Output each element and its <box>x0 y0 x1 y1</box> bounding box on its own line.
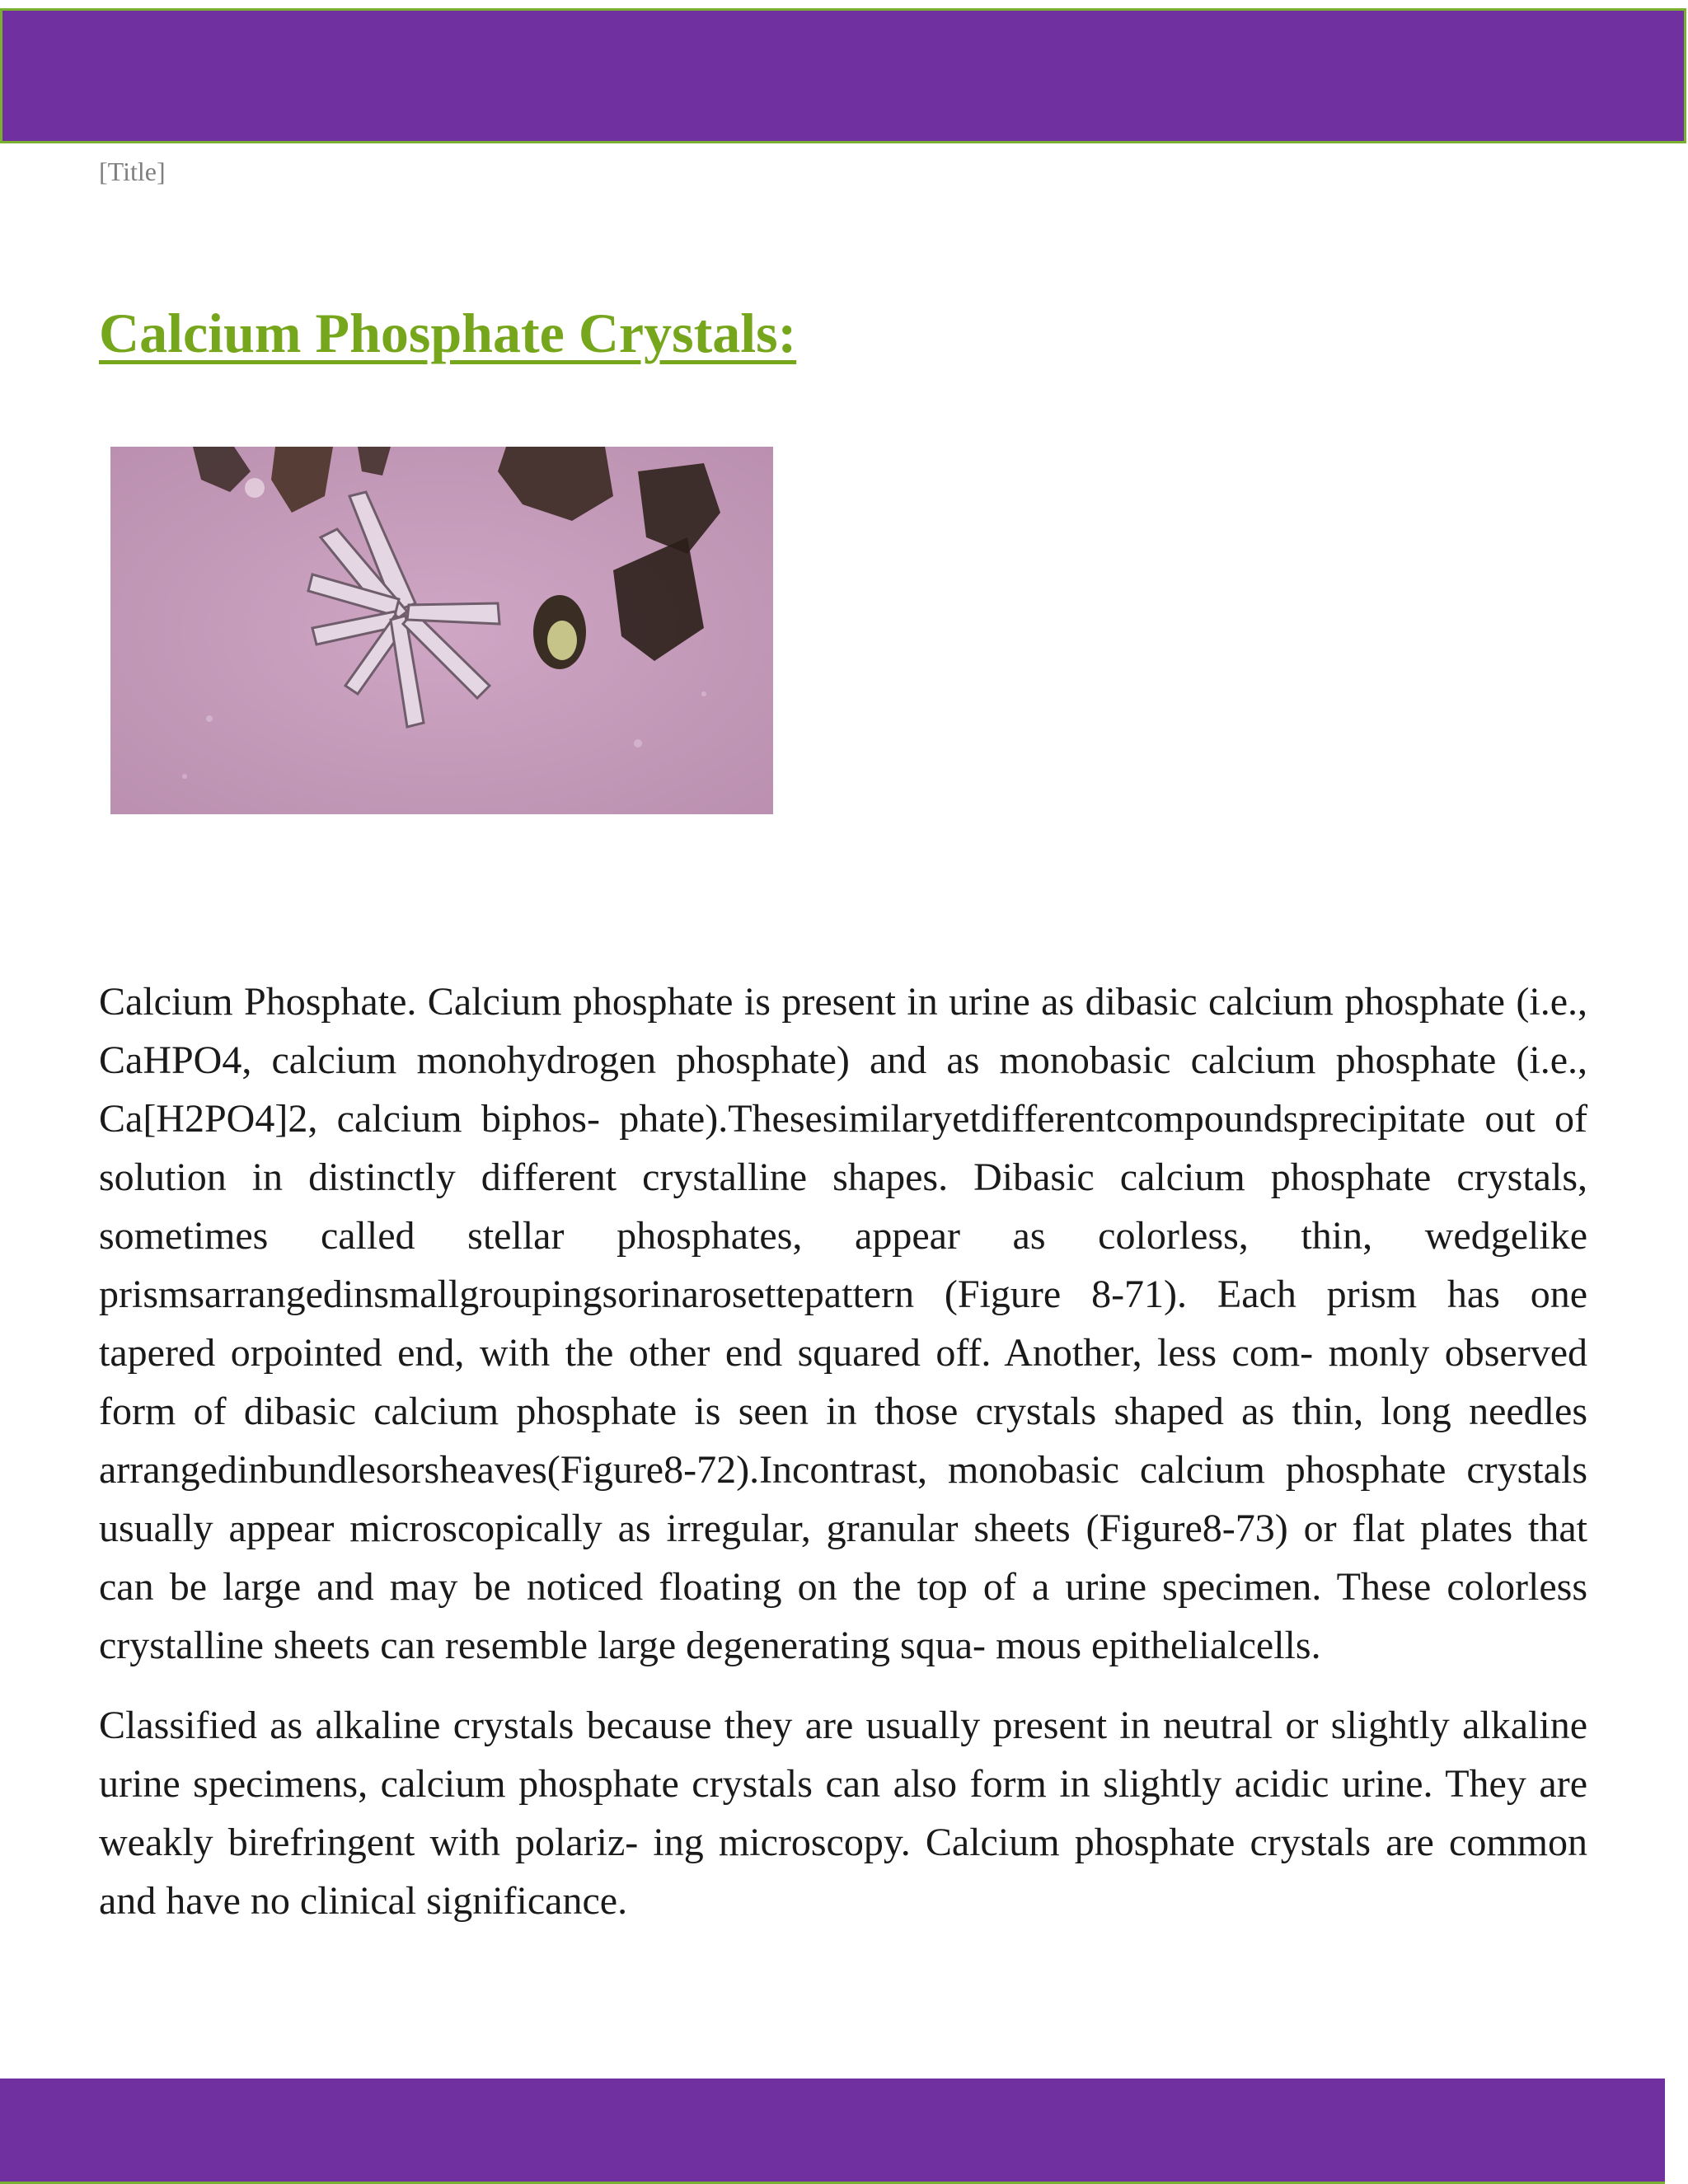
header-band <box>0 8 1686 143</box>
body-paragraph-1: Calcium Phosphate. Calcium phosphate is present in urine as dibasic calcium phosphate (i.e., CaHPO4, calcium monohydrogen phosphate) and as monobasic calcium phosphate (i.e., Ca[H2PO4]2, calcium biphos- phate).Thesesimilaryetdifferentcompoundsprecipitate out of solution in distinctly different crystalline shapes. Dibasic calcium phosphate crystals, sometimes called stellar phosphates, appear as colorless, thin, wedgelike prismsarrangedinsmallgroupingsorinarosettepattern (Figure 8-71). Each prism has one tapered orpointed end, with the other end squared off. Another, less com- monly observed form of dibasic calcium phosphate is seen in those crystals shaped as thin, long needles arrangedinbundlesorsheaves(Figure8-72).Incontrast, monobasic calcium phosphate crystals usually appear microscopically as irregular, granular sheets (Figure8-73) or flat plates that can be large and may be noticed floating on the top of a urine specimen. These colorless crystalline sheets can resemble large degenerating squa- mous epithelialcells. <box>99 980 1587 1667</box>
document-title-placeholder[interactable]: [Title] <box>99 157 166 186</box>
section-heading: Calcium Phosphate Crystals: <box>99 302 797 364</box>
body-text <box>99 972 1587 1952</box>
footer-band <box>0 2079 1665 2184</box>
body-paragraph-2: Classified as alkaline crystals because they are usually present in neutral or slightly alkaline urine specimens, calcium phosphate crystals can also form in slightly acidic urine. They are weakly birefringent with polariz- ing microscopy. Calcium phosphate crystals are common and have no clinical significance. <box>99 1704 1587 1923</box>
crystal-micrograph-image <box>110 447 773 814</box>
